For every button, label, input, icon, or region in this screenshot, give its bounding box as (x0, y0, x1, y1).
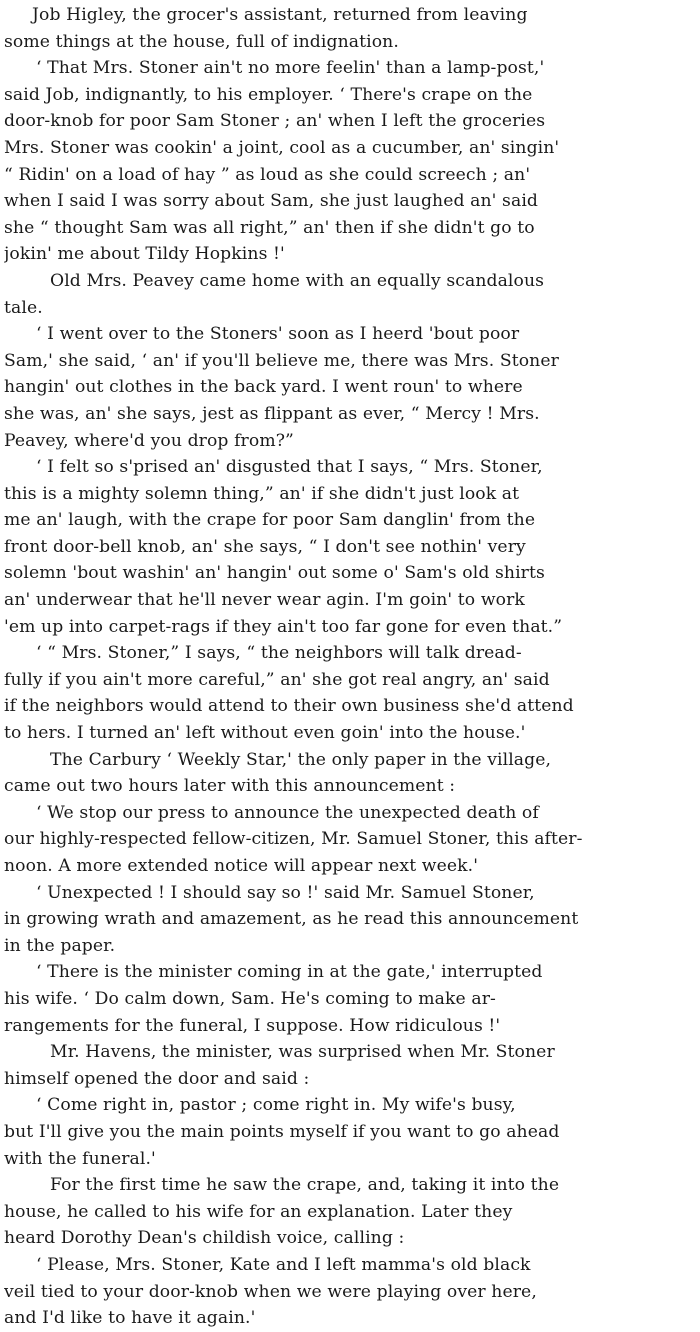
text-line: some things at the house, full of indignation. (4, 31, 399, 52)
text-line: tale. (4, 297, 43, 318)
text-line: “ Ridin' on a load of hay ” as loud as she could screech ; an' (4, 164, 531, 185)
text-line: ‘ There is the minister coming in at the gate,' interrupted (36, 962, 543, 983)
text-line: Sam,' she said, ‘ an' if you'll believe me, there was Mrs. Stoner (4, 350, 559, 371)
text-line: when I said I was sorry about Sam, she just laughed an' said (4, 191, 539, 212)
text-line: said Job, indignantly, to his employer. ‘ There's crape on the (4, 84, 533, 105)
paragraph-minister-coming (4, 959, 698, 1039)
paragraph-announcement (4, 800, 698, 880)
paragraph-job-returns (4, 2, 698, 55)
text-line: she was, an' she says, jest as flippant as ever, “ Mercy ! Mrs. (4, 403, 540, 424)
text-line: with the funeral.' (4, 1148, 156, 1169)
paragraph-saw-crape (4, 1172, 698, 1252)
paragraph-peavey-speech-2 (4, 454, 698, 640)
text-line: Peavey, where'd you drop from?” (4, 430, 294, 451)
text-line: noon. A more extended notice will appear next week.' (4, 856, 479, 876)
text-line: to hers. I turned an' left without even goin' into the house.' (4, 723, 526, 744)
text-line: Mrs. Stoner was cookin' a joint, cool as a cucumber, an' singin' (4, 137, 560, 158)
text-line: The Carbury ‘ Weekly Star,' the only paper in the village, (50, 749, 552, 770)
paragraph-peavey-speech-1 (4, 321, 698, 454)
text-line: our highly-respected fellow-citizen, Mr. Samuel Stoner, this after- (4, 829, 583, 850)
text-line: ‘ We stop our press to announce the unexpected death of (36, 802, 539, 823)
text-line: an' underwear that he'll never wear agin. I'm goin' to work (4, 590, 525, 611)
text-line: veil tied to your door-knob when we were playing over here, (4, 1281, 537, 1302)
text-line: in growing wrath and amazement, as he read this announcement (4, 909, 579, 930)
text-line: ‘ Please, Mrs. Stoner, Kate and I left mamma's old black (36, 1254, 531, 1275)
text-line: came out two hours later with this announcement : (4, 776, 456, 797)
text-line: ‘ I went over to the Stoners' soon as I heerd 'bout poor (36, 324, 520, 345)
text-line: me an' laugh, with the crape for poor Sam danglin' from the (4, 510, 536, 531)
text-line: ‘ Come right in, pastor ; come right in. My wife's busy, (36, 1095, 516, 1116)
text-line: Old Mrs. Peavey came home with an equally scandalous (50, 270, 545, 291)
text-line: hangin' out clothes in the back yard. I went roun' to where (4, 377, 523, 398)
text-line: house, he called to his wife for an explanation. Later they (4, 1201, 513, 1222)
paragraph-mr-havens (4, 1039, 698, 1092)
text-line: heard Dorothy Dean's childish voice, calling : (4, 1228, 405, 1249)
paragraph-weekly-star (4, 747, 698, 800)
paragraph-peavey-speech-3 (4, 640, 698, 746)
text-line: 'em up into carpet-rags if they ain't too far gone for even that.” (4, 616, 563, 637)
text-line: solemn 'bout washin' an' hangin' out some o' Sam's old shirts (4, 563, 545, 584)
paragraph-job-speech (4, 55, 698, 268)
paragraph-come-right-in (4, 1092, 698, 1172)
text-line: but I'll give you the main points myself if you want to go ahead (4, 1121, 560, 1142)
text-line: For the first time he saw the crape, and, taking it into the (50, 1175, 560, 1196)
text-line: fully if you ain't more careful,” an' she got real angry, an' said (4, 669, 550, 690)
text-line: this is a mighty solemn thing,” an' if she didn't just look at (4, 483, 520, 504)
text-line: if the neighbors would attend to their own business she'd attend (4, 696, 574, 717)
text-line: door-knob for poor Sam Stoner ; an' when I left the groceries (4, 111, 546, 132)
text-line: jokin' me about Tildy Hopkins !' (4, 244, 285, 265)
text-line: ‘ That Mrs. Stoner ain't no more feelin' than a lamp-post,' (36, 58, 545, 79)
text-line: she “ thought Sam was all right,” an' then if she didn't go to (4, 217, 535, 238)
paragraph-unexpected (4, 880, 698, 960)
text-line: front door-bell knob, an' she says, “ I don't see nothin' very (4, 536, 526, 557)
text-line: ‘ Unexpected ! I should say so !' said Mr. Samuel Stoner, (36, 882, 535, 903)
paragraph-mrs-peavey (4, 268, 698, 321)
text-line: ‘ I felt so s'prised an' disgusted that I says, “ Mrs. Stoner, (36, 457, 543, 478)
text-line: Job Higley, the grocer's assistant, returned from leaving (32, 5, 528, 25)
text-line: and I'd like to have it again.' (4, 1308, 256, 1329)
text-line: in the paper. (4, 935, 116, 956)
paragraph-dorothy-dean (4, 1252, 698, 1332)
text-line: rangements for the funeral, I suppose. How ridiculous !' (4, 1015, 501, 1036)
text-line: himself opened the door and said : (4, 1068, 310, 1089)
text-line: Mr. Havens, the minister, was surprised when Mr. Stoner (50, 1042, 555, 1063)
text-line: ‘ “ Mrs. Stoner,” I says, “ the neighbors will talk dread- (36, 643, 522, 664)
text-line: his wife. ‘ Do calm down, Sam. He's coming to make ar- (4, 988, 496, 1009)
